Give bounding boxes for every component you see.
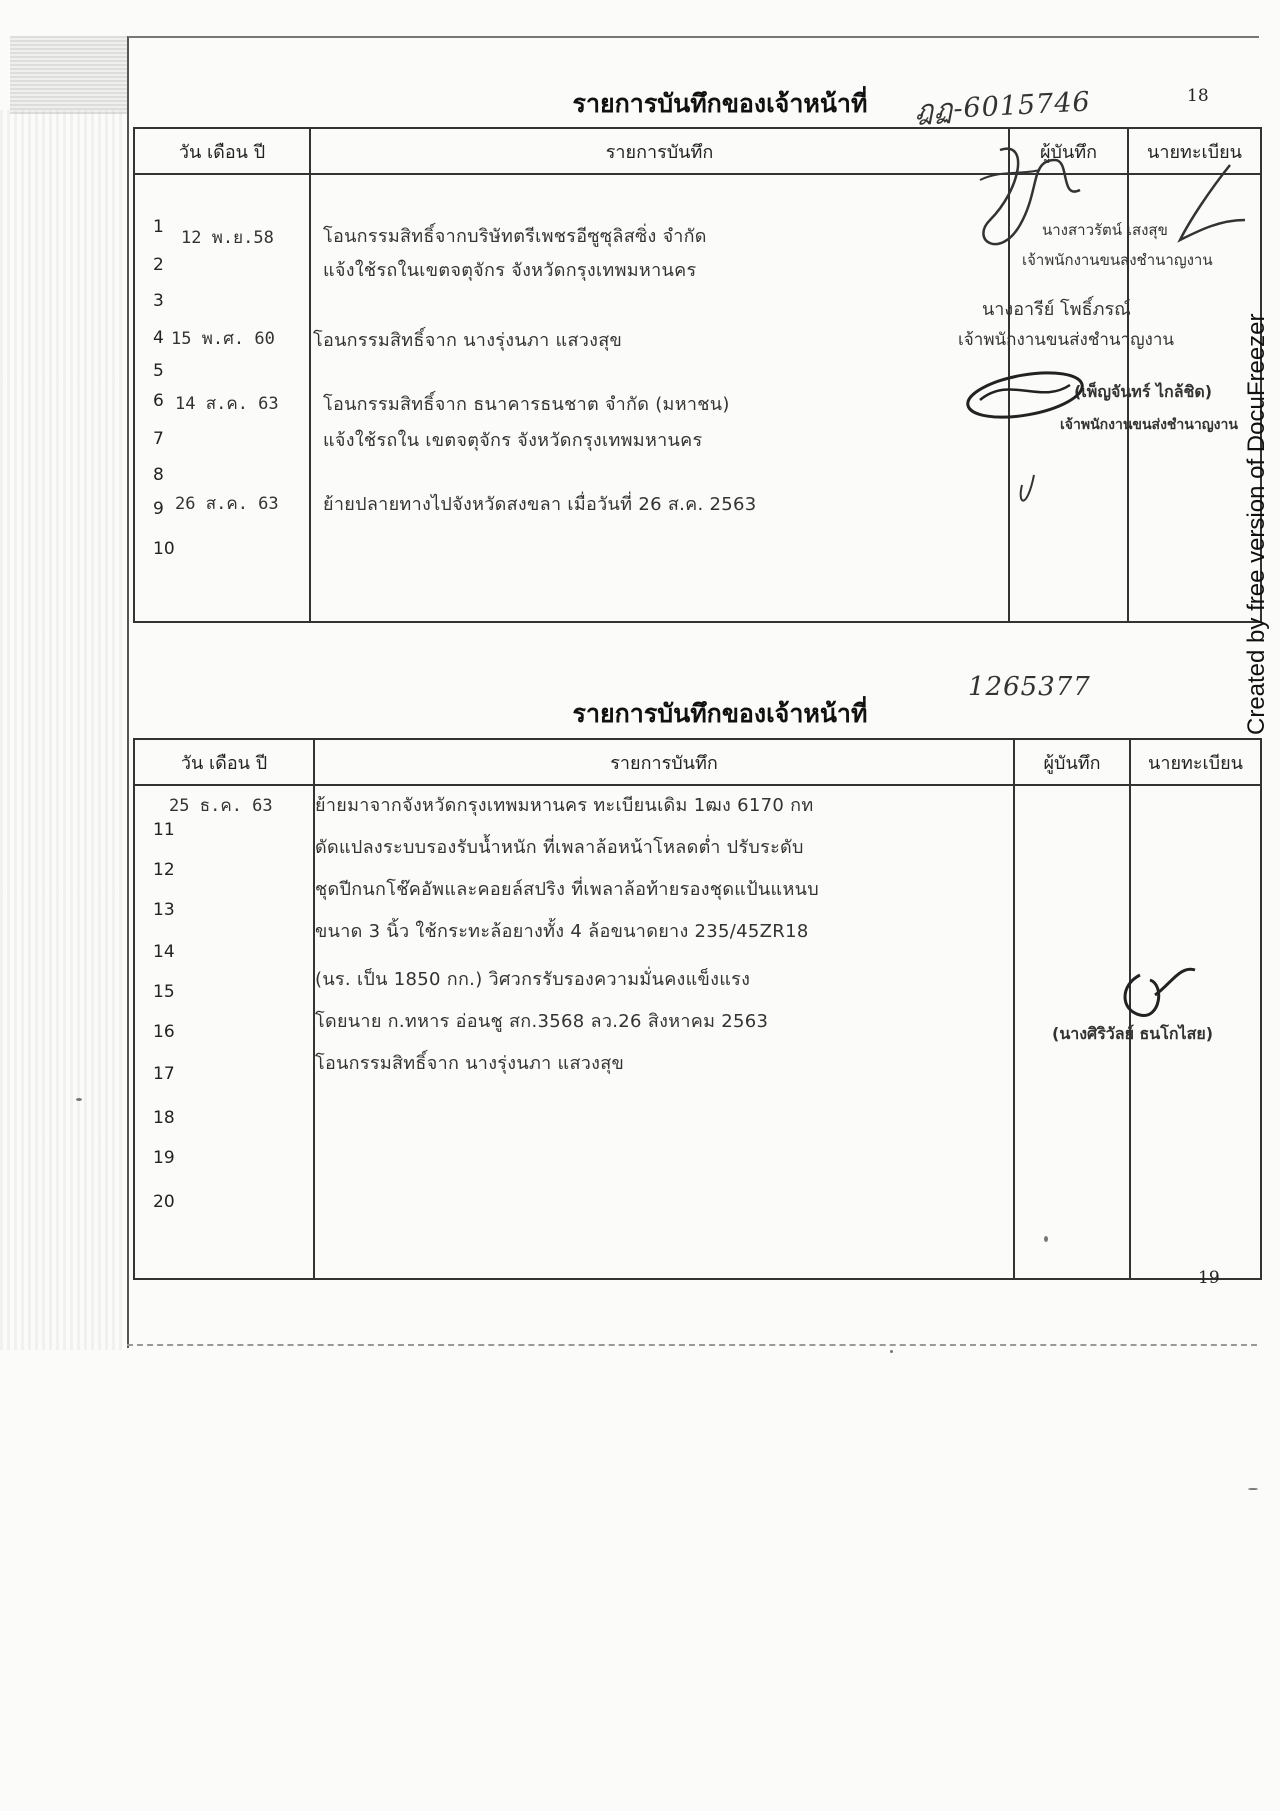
line-number: 3 [153, 291, 164, 311]
signature-mark [1012, 470, 1042, 520]
col-header-entry: รายการบันทึก [314, 739, 1014, 785]
col-header-entry: รายการบันทึก [310, 128, 1009, 174]
col-header-registrar: นายทะเบียน [1128, 128, 1261, 174]
signature-mark [960, 130, 1100, 280]
line-number: 9 [153, 499, 164, 519]
line-number: 11 [153, 820, 175, 840]
line-number: 15 [153, 982, 175, 1002]
record-table-bottom [133, 738, 1262, 1280]
entry-line: โอนกรรมสิทธิ์จาก นางรุ่งนภา แสวงสุข [315, 1053, 625, 1074]
entry-column [310, 174, 1009, 622]
scan-speck [890, 1350, 893, 1353]
entry-line: โอนกรรมสิทธิ์จากบริษัทตรีเพชรอีซูซุลิสซิ่ง จำกัด [323, 226, 707, 247]
officer-name: (นางศิริวัลย์ ธนโกไสย) [1052, 1024, 1214, 1043]
officer-title: เจ้าพนักงานขนส่งชำนาญงาน [1022, 251, 1213, 269]
signature-mark [1170, 160, 1250, 250]
date-column [134, 174, 310, 622]
line-number: 17 [153, 1064, 175, 1084]
line-number: 14 [153, 942, 175, 962]
entry-date: 15 พ.ศ. 60 [171, 329, 275, 349]
line-number: 10 [153, 539, 175, 559]
officer-name: นางอารีย์ โพธิ์ภรณ์ [982, 299, 1131, 320]
signature-mark [960, 365, 1090, 425]
entry-line: ย้ายปลายทางไปจังหวัดสงขลา เมื่อวันที่ 26 ส.ค. 2563 [323, 494, 757, 515]
line-number: 12 [153, 860, 175, 880]
page-number-bottom: 19 [1198, 1268, 1220, 1288]
officer-title: เจ้าพนักงานขนส่งชำนาญงาน [958, 330, 1175, 350]
date-column [134, 785, 314, 1279]
table-header-row [134, 739, 1261, 785]
page-number-top: 18 [1187, 86, 1209, 106]
officer-name: (เพ็ญจันทร์ ไกล้ชิด) [1074, 382, 1213, 401]
page-frame-bottom [127, 1344, 1257, 1346]
col-header-registrar: นายทะเบียน [1130, 739, 1261, 785]
line-number: 13 [153, 900, 175, 920]
entry-date: 26 ส.ค. 63 [175, 494, 279, 514]
line-number: 1 [153, 217, 164, 237]
watermark-text: Created by free version of DocuFreezer [1243, 313, 1270, 735]
officer-name: นางสาวรัตน์ เสงสุข [1042, 221, 1168, 239]
line-number: 2 [153, 255, 164, 275]
entry-line: ชุดปีกนกโช๊คอัพและคอยล์สปริง ที่เพลาล้อท้ายรองชุดแป้นแหนบ [315, 879, 819, 900]
col-header-date: วัน เดือน ปี [134, 739, 314, 785]
scan-shadow [0, 110, 126, 1350]
line-number: 7 [153, 429, 164, 449]
line-number: 6 [153, 391, 164, 411]
section-title-bottom: รายการบันทึกของเจ้าหน้าที่ [572, 699, 868, 728]
entry-date: 25 ธ.ค. 63 [169, 796, 273, 816]
signature-mark [1110, 955, 1200, 1025]
entry-line: แจ้งใช้รถใน เขตจตุจักร จังหวัดกรุงเทพมหานคร [323, 430, 703, 451]
col-header-recorder: ผู้บันทึก [1009, 128, 1128, 174]
officer-title: เจ้าพนักงานขนส่งชำนาญงาน [1060, 417, 1238, 433]
entry-line: ย้ายมาจากจังหวัดกรุงเทพมหานคร ทะเบียนเดิม 1ฒง 6170 กท [315, 795, 814, 816]
scan-speck [1248, 1488, 1258, 1490]
handwritten-reference-top: ฎฏ-6015746 [914, 86, 1092, 127]
line-number: 19 [153, 1148, 175, 1168]
handwritten-reference-bottom: 1265377 [968, 672, 1091, 702]
line-number: 8 [153, 465, 164, 485]
scan-speck [1044, 1236, 1048, 1242]
entry-line: โอนกรรมสิทธิ์จาก ธนาคารธนชาต จำกัด (มหาชน) [323, 394, 730, 415]
line-number: 5 [153, 361, 164, 381]
line-number: 18 [153, 1108, 175, 1128]
entry-line: ดัดแปลงระบบรองรับน้ำหนัก ที่เพลาล้อหน้าโหลดต่ำ ปรับระดับ [315, 837, 804, 858]
scan-shadow-top [10, 36, 128, 114]
entry-line: โดยนาย ก.ทหาร อ่อนชู สก.3568 ลว.26 สิงหาคม 2563 [315, 1011, 769, 1032]
entry-line: (นร. เป็น 1850 กก.) วิศวกรรับรองความมั่นคงแข็งแรง [315, 969, 751, 990]
entry-line: โอนกรรมสิทธิ์จาก นางรุ่งนภา แสวงสุข [313, 330, 623, 351]
col-header-recorder: ผู้บันทึก [1014, 739, 1130, 785]
entry-date: 14 ส.ค. 63 [175, 394, 279, 414]
entry-line: แจ้งใช้รถในเขตจตุจักร จังหวัดกรุงเทพมหานคร [323, 260, 697, 281]
line-number: 4 [153, 328, 164, 348]
line-number: 16 [153, 1022, 175, 1042]
entry-line: ขนาด 3 นิ้ว ใช้กระทะล้อยางทั้ง 4 ล้อขนาดยาง 235/45ZR18 [315, 921, 809, 942]
scan-speck [76, 1098, 82, 1101]
line-number: 20 [153, 1192, 175, 1212]
entry-date: 12 พ.ย.58 [181, 228, 274, 248]
col-header-date: วัน เดือน ปี [134, 128, 310, 174]
entry-column [314, 785, 1014, 1279]
section-title-top: รายการบันทึกของเจ้าหน้าที่ [572, 89, 868, 118]
